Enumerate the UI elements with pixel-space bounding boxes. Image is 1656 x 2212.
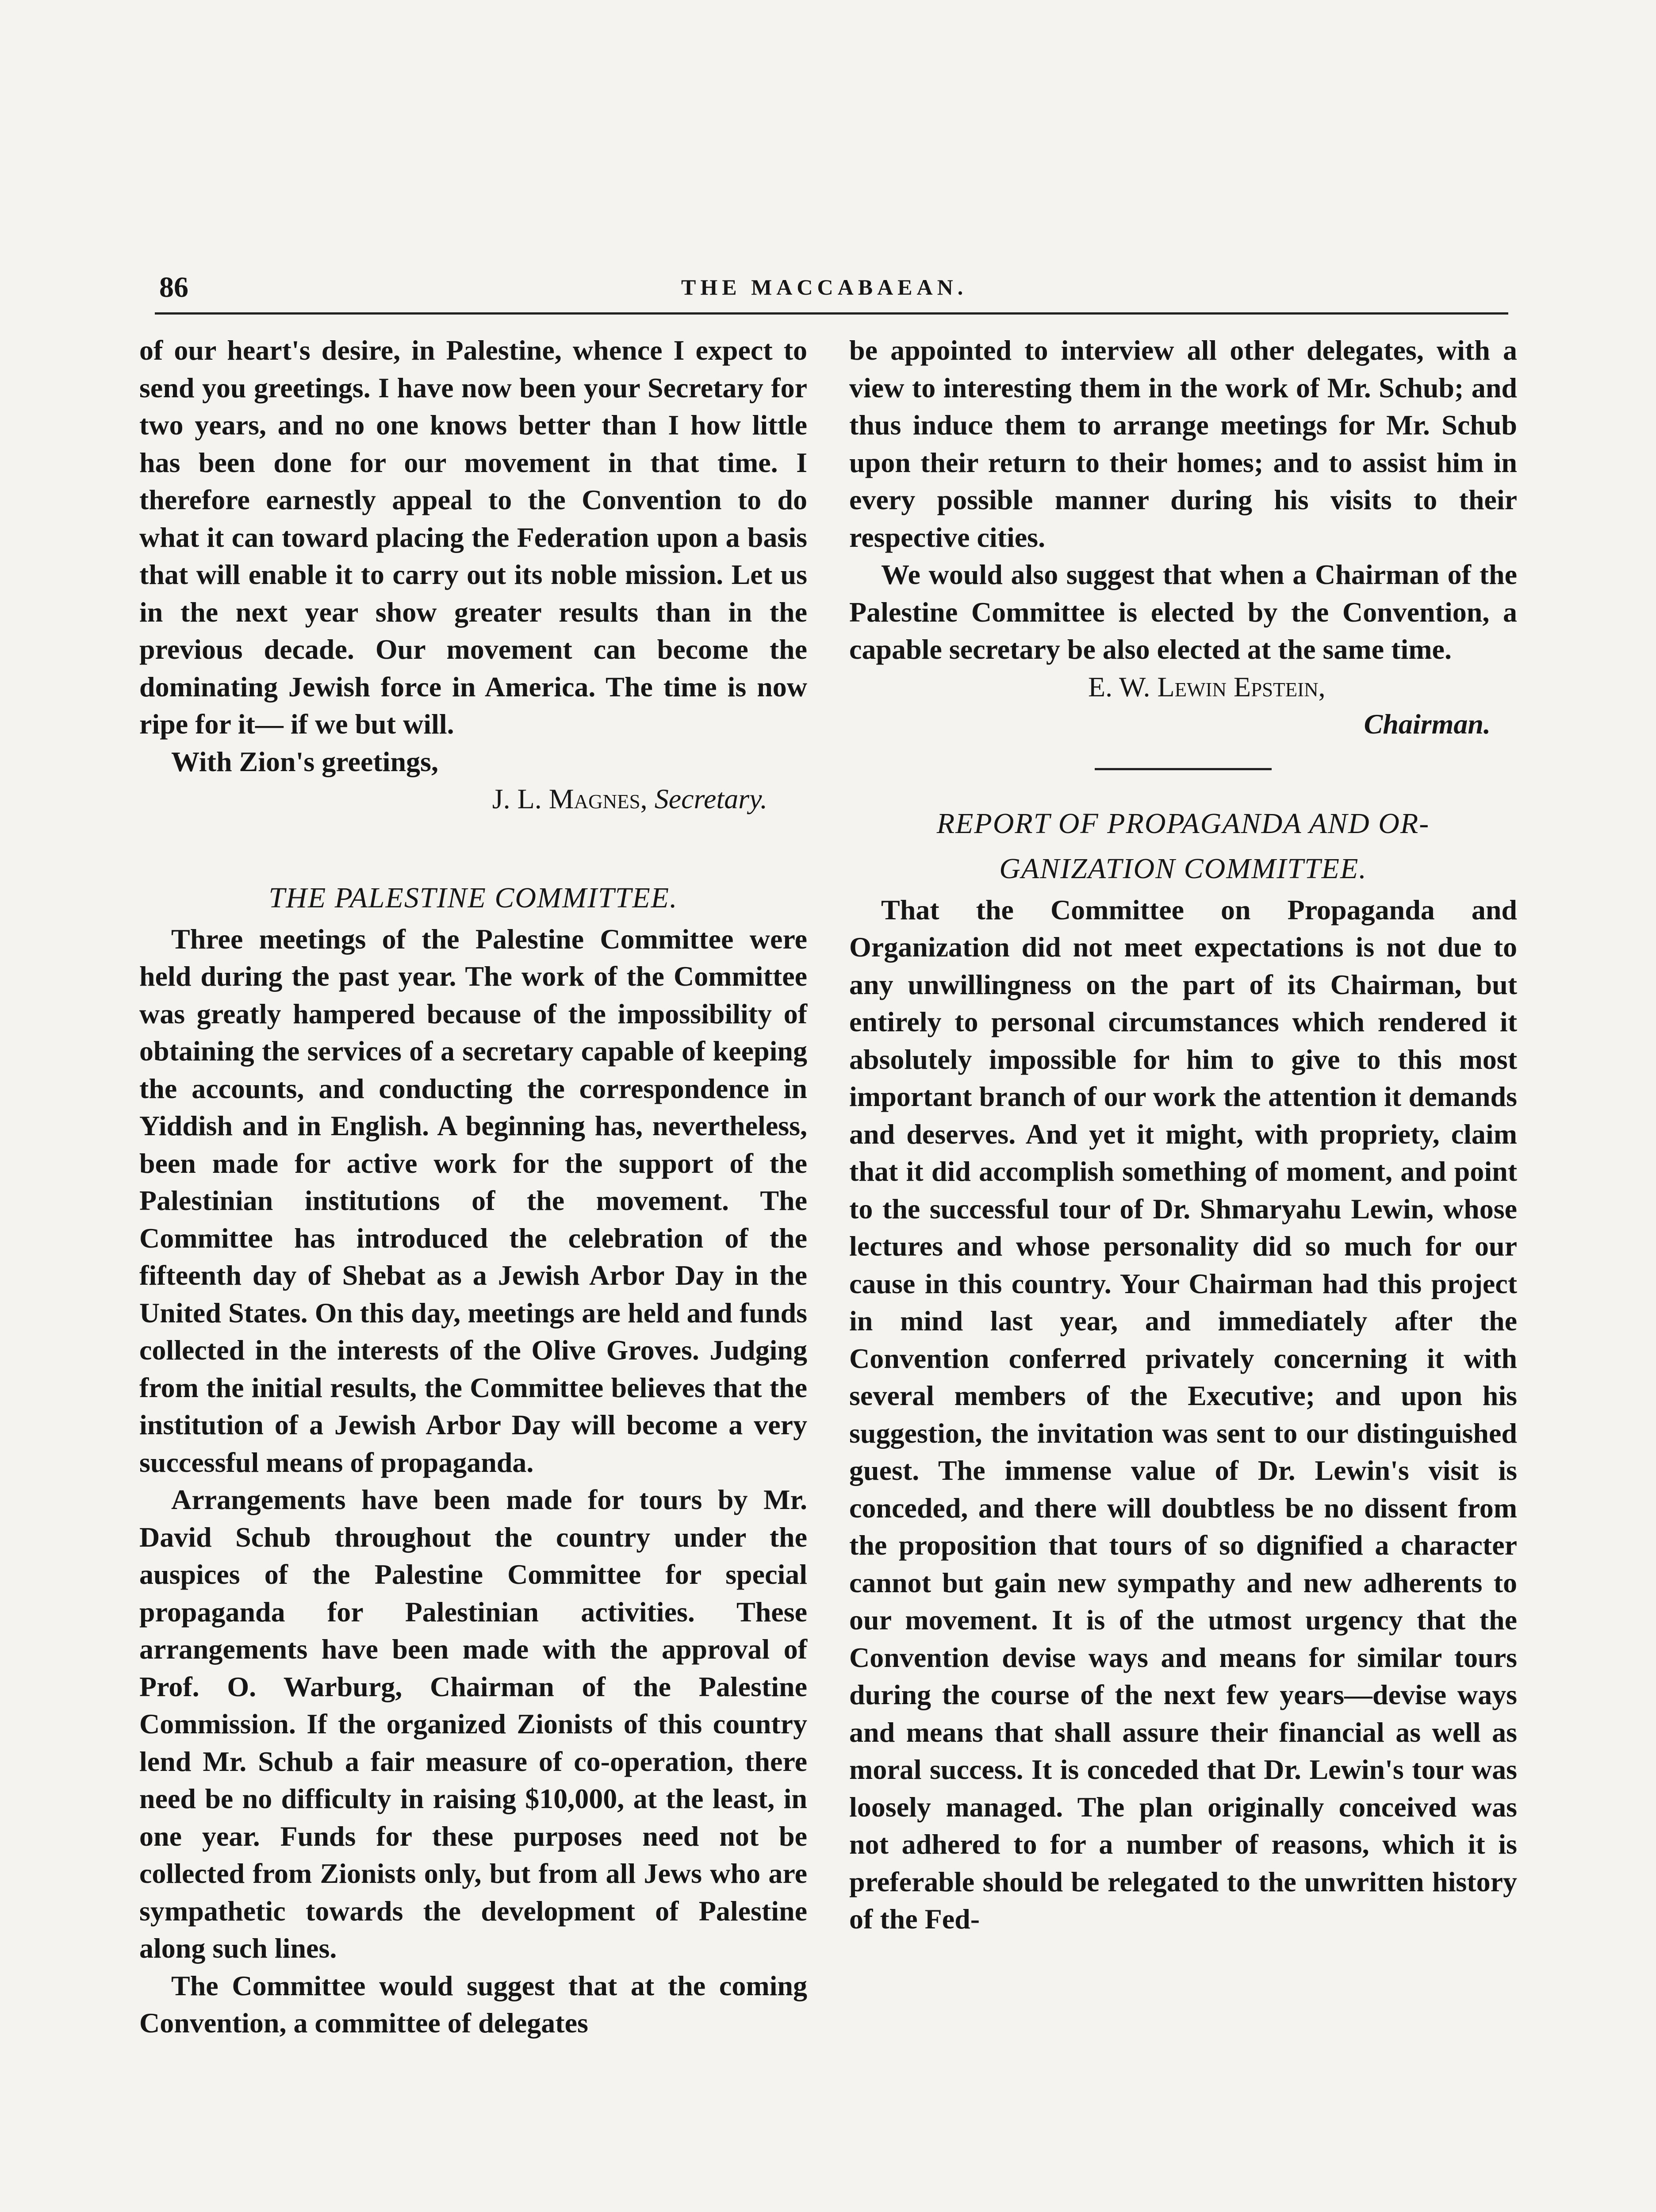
chairman-signature-name: E. W. Lewin Epstein, [1088,671,1326,703]
closing-greeting: With Zion's greetings, [171,745,438,777]
running-head: THE MACCABAEAN. [681,275,968,300]
signature-name: J. L. Magnes, [492,783,648,814]
left-column [139,332,807,2042]
right-column [849,332,1517,1938]
palestine-para-continued: be appointed to interview all other delegates, with a view to interesting them in the work of Mr. Schub; and thus induce them to arrange meetings for Mr. Schub upon their return to their homes; and to assist him in every possible manner during his visits to their respective cities. [849,334,1517,553]
header-rule [155,312,1508,315]
secretary-signature [139,780,807,818]
signature-role: Secretary. [654,783,767,814]
palestine-para-4: We would also suggest that when a Chairman of the Palestine Committee is elected by the Convention, a capable secretary be also elected at the same time. [849,559,1517,665]
page-number: 86 [159,271,188,303]
propaganda-para-1: That the Committee on Propaganda and Organization did not meet expectations is not due to any unwillingness on the part of its Chairman, but entirely to personal circumstances which rendered it absolutely impossible for him to give to this most important branch of our work the attention it demands and deserves. And yet it might, with propriety, claim that it did accomplish something of moment, and point to the successful tour of Dr. Shmaryahu Lewin, whose lectures and whose personality did so much for our cause in this country. Your Chairman had this project in mind last year, and immediately after the Convention conferred privately concerning it with several members of the Executive; and upon his suggestion, the invitation was sent to our distinguished guest. The immense value of Dr. Lewin's visit is conceded, and there will doubtless be no dissent from the proposition that tours of so dignified a character cannot but gain new sympathy and new adherents to our movement. It is of the utmost urgency that the Convention devise ways and means for similar tours during the course of the next few years—devise ways and means that shall assure their financial as well as moral success. It is conceded that Dr. Lewin's tour was loosely managed. The plan originally conceived was not adhered to for a number of reasons, which it is preferable should be relegated to the unwritten history of the Fed- [849,894,1517,1935]
palestine-para-3: The Committee would suggest that at the coming Convention, a committee of delegates [139,1970,807,2039]
chairman-signature-role: Chairman. [1364,708,1491,740]
palestine-committee-heading: THE PALESTINE COMMITTEE. [268,881,678,914]
propaganda-committee-heading [849,801,1517,891]
palestine-para-2: Arrangements have been made for tours by Mr. David Schub throughout the country under the auspices of the Palestine Committee for special propaganda for Palestinian activities. These arrangements have been made with the approval of Prof. O. Warburg, Chairman of the Palestine Commission. If the organized Zionists of this country lend Mr. Schub a fair measure of co-operation, there need be no difficulty in raising $10,000, at the least, in one year. Funds for these purposes need not be collected from Zionists only, but from all Jews who are sympathetic towards the development of Palestine along such lines. [139,1484,807,1964]
palestine-para-1: Three meetings of the Palestine Committee were held during the past year. The work of the Committee was greatly hampered because of the impossibility of obtaining the services of a secretary capable of keeping the accounts, and conducting the correspondence in Yiddish and in English. A beginning has, nevertheless, been made for active work for the support of the Palestinian institutions of the movement. The Committee has introduced the celebration of the fifteenth day of Shebat as a Jewish Arbor Day in the United States. On this day, meetings are held and funds collected in the interests of the Olive Groves. Judging from the initial results, the Committee believes that the institution of a Jewish Arbor Day will become a very successful means of propaganda. [139,923,807,1478]
heading-line-2: GANIZATION COMMITTEE. [999,852,1367,885]
heading-line-1: REPORT OF PROPAGANDA AND OR- [936,807,1430,840]
intro-paragraph: of our heart's desire, in Palestine, whence I expect to send you greetings. I have now been your Secretary for two years, and no one knows better than I how little has been done for our movement in that time. I therefore earnestly appeal to the Convention to do what it can toward placing the Federation upon a basis that will enable it to carry out its noble mission. Let us in the next year show greater results than in the previous decade. Our movement can become the dominating Jewish force in America. The time is now ripe for it— if we but will. [139,334,807,740]
